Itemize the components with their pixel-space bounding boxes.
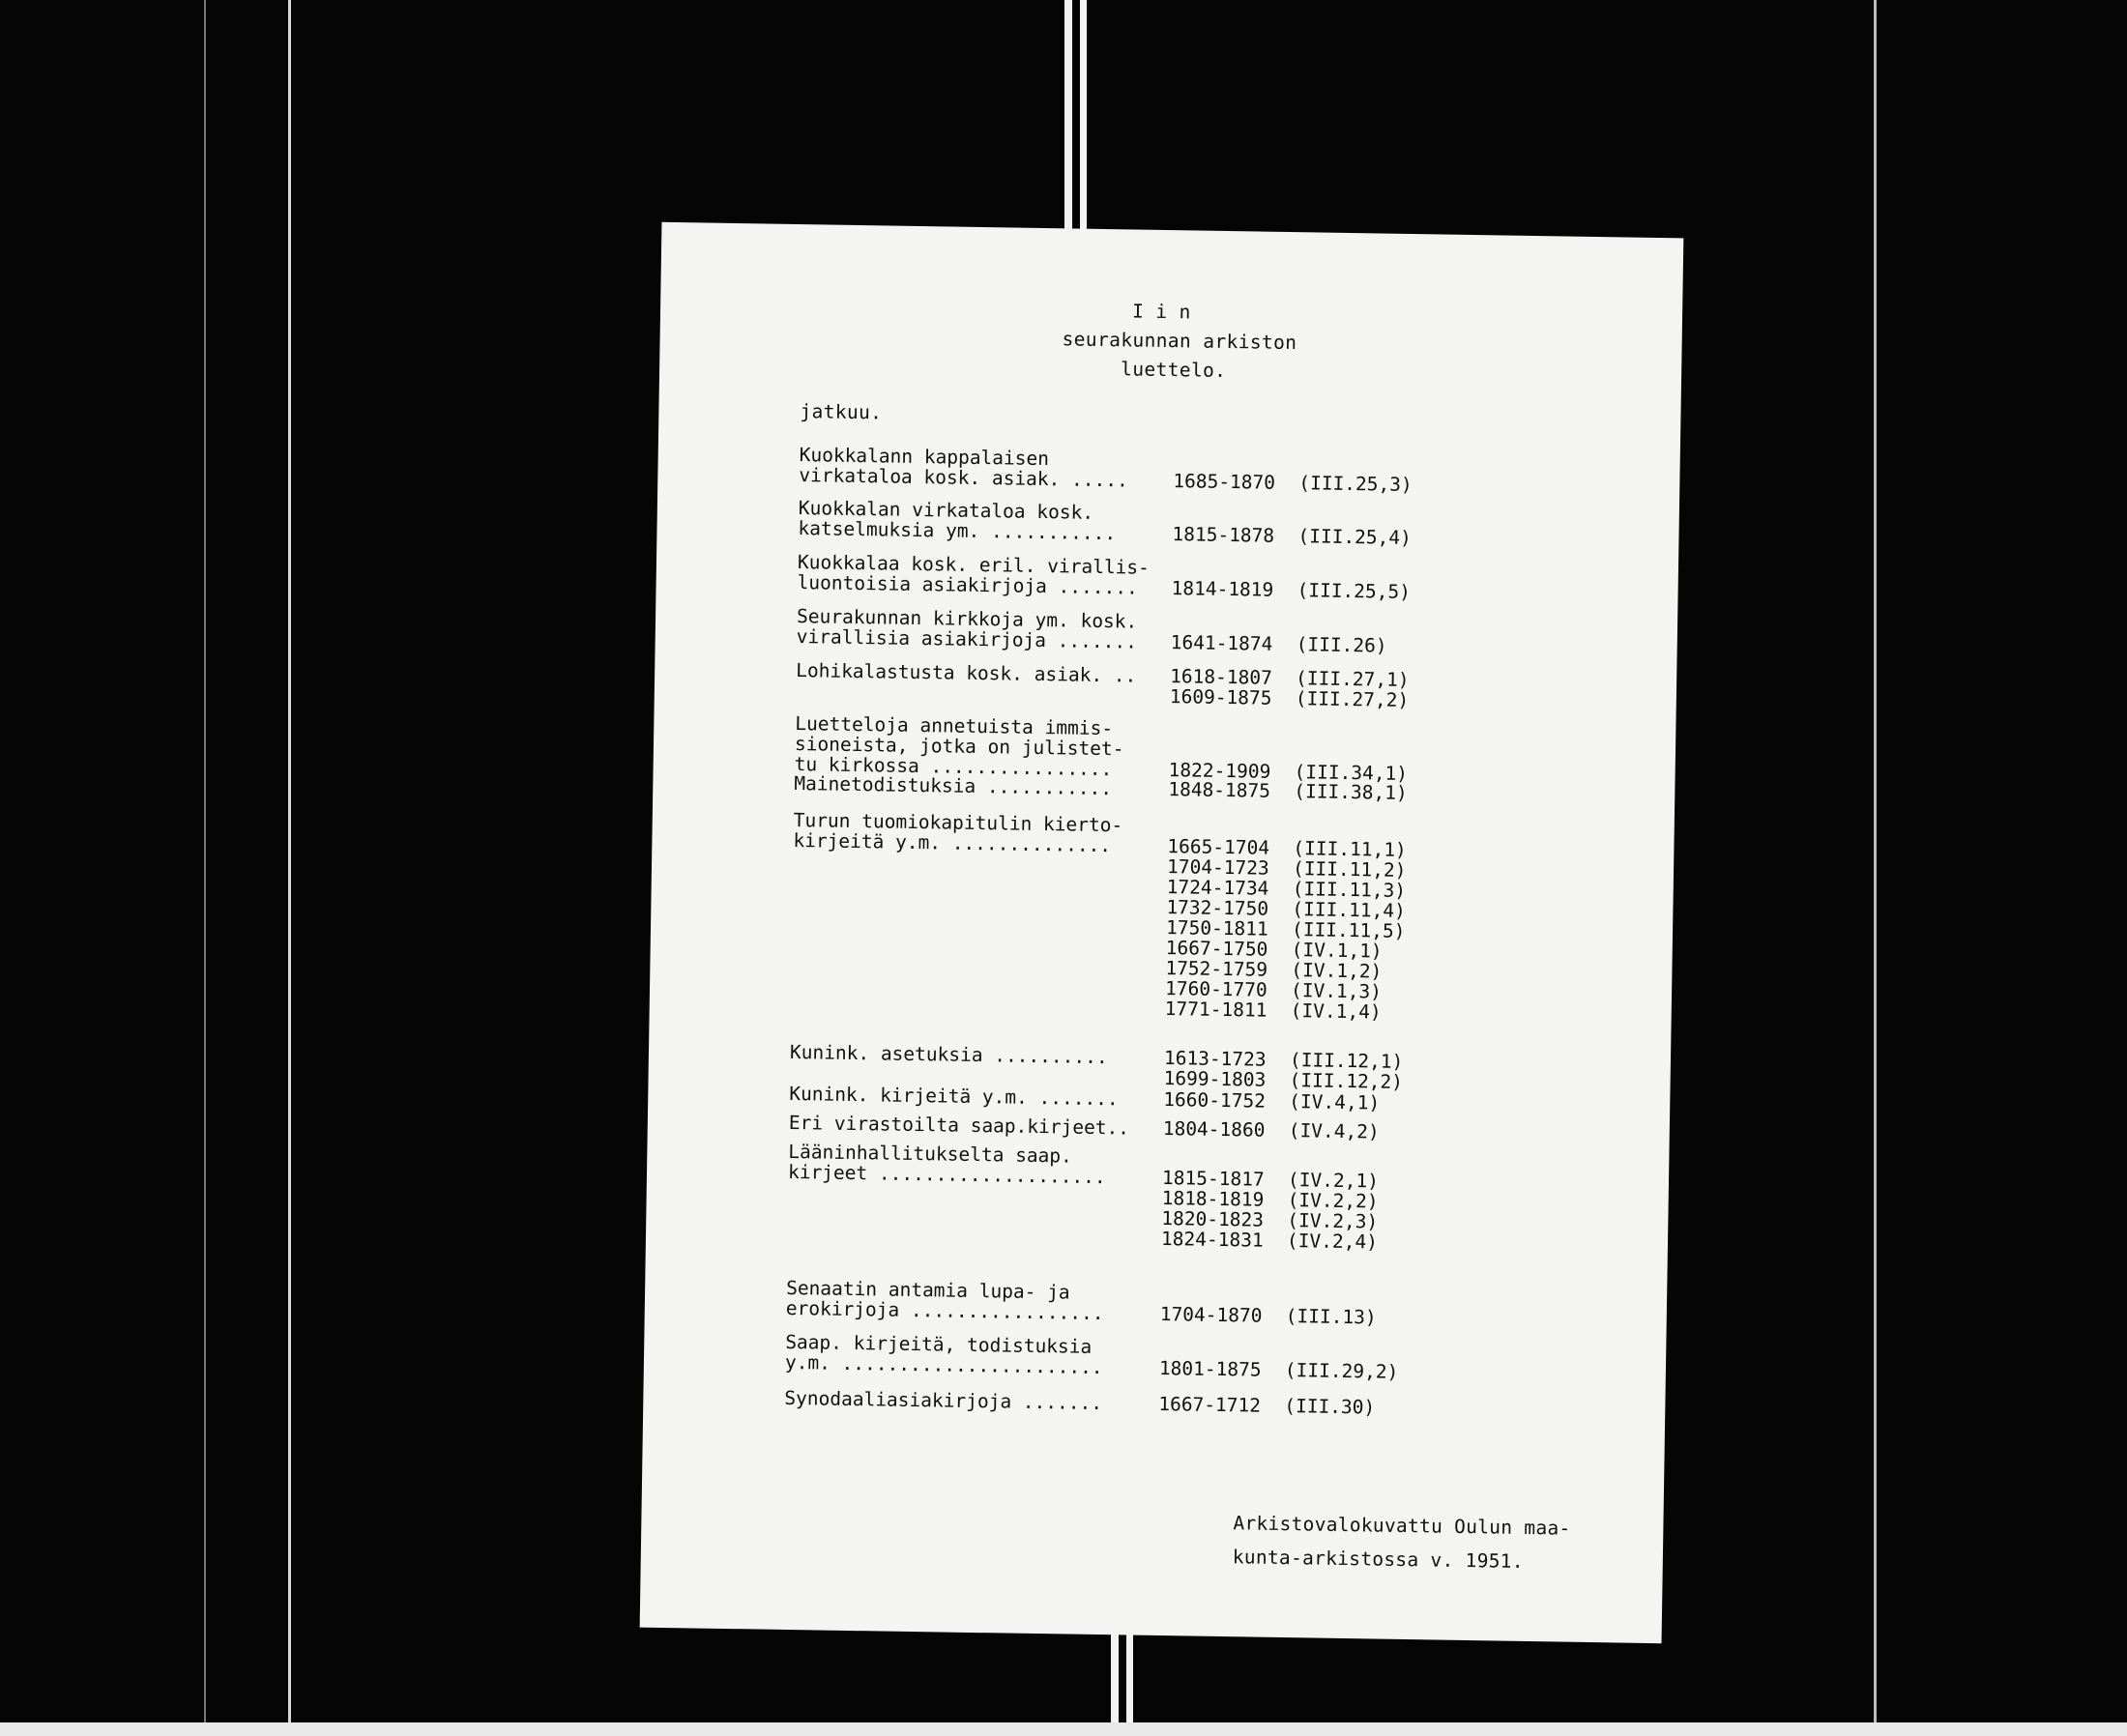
entry-archive-code: (III.27,2) bbox=[1295, 687, 1410, 711]
entry-date-range: 1804-1860 bbox=[1162, 1117, 1266, 1142]
entry-archive-code: (IV.1,3) bbox=[1290, 979, 1383, 1003]
entry-dates bbox=[1163, 1118, 1266, 1141]
entry-date-range: 1660-1752 bbox=[1163, 1088, 1267, 1113]
entry-date-range: 1824-1831 bbox=[1160, 1228, 1264, 1252]
entry-description: tu kirkossa ................ bbox=[794, 753, 1113, 781]
entry-description: Seurakunnan kirkkoja ym. kosk. bbox=[796, 605, 1138, 633]
entry-dates bbox=[1170, 666, 1272, 709]
list-item bbox=[797, 551, 1412, 603]
entry-dates bbox=[1165, 836, 1270, 1021]
entry-archive-code: (III.29,2) bbox=[1284, 1359, 1399, 1383]
entry-date-range: 1760-1770 bbox=[1164, 977, 1267, 1001]
entry-archive-code: (III.11,5) bbox=[1291, 918, 1406, 942]
entry-codes bbox=[1289, 1120, 1380, 1142]
entry-codes bbox=[1294, 781, 1408, 803]
entry-description: Luetteloja annetuista immis- bbox=[795, 712, 1114, 740]
entry-description: Lääninhallitukselta saap. bbox=[788, 1140, 1073, 1168]
list-item bbox=[798, 497, 1413, 550]
entry-date-range: 1609-1875 bbox=[1169, 685, 1272, 709]
entry-archive-code: (III.30) bbox=[1284, 1395, 1376, 1419]
entry-codes bbox=[1296, 668, 1410, 710]
entry-archive-code: (IV.4,2) bbox=[1288, 1119, 1380, 1143]
entry-codes bbox=[1286, 1306, 1377, 1327]
entry-date-range: 1667-1712 bbox=[1158, 1393, 1262, 1417]
entry-codes bbox=[1297, 580, 1411, 602]
entry-date-range: 1724-1734 bbox=[1166, 876, 1269, 900]
entry-date-range: 1815-1817 bbox=[1161, 1167, 1265, 1191]
entry-description: virallisia asiakirjoja ....... bbox=[796, 625, 1138, 653]
entry-description: Kuokkalann kappalaisen bbox=[799, 444, 1050, 471]
entry-description: y.m. ....................... bbox=[784, 1350, 1103, 1379]
film-scratch-line bbox=[288, 0, 291, 1736]
film-edge-band bbox=[0, 1722, 2127, 1736]
entry-dates bbox=[1159, 1358, 1262, 1380]
entry-archive-code: (III.34,1) bbox=[1294, 761, 1409, 785]
continued-label: jatkuu. bbox=[800, 400, 883, 424]
entry-date-range: 1685-1870 bbox=[1173, 470, 1276, 494]
entry-description: Kuokkalaa kosk. eril. virallis- bbox=[797, 551, 1151, 579]
entry-archive-code: (III.26) bbox=[1296, 633, 1387, 657]
entry-dates bbox=[1171, 578, 1273, 600]
entry-date-range: 1752-1759 bbox=[1165, 957, 1268, 981]
title-line-1: I i n bbox=[1131, 300, 1191, 324]
entry-date-range: 1613-1723 bbox=[1163, 1047, 1267, 1071]
list-item bbox=[789, 1082, 1381, 1114]
entry-description: luontoisia asiakirjoja ....... bbox=[797, 571, 1138, 599]
entry-date-range: 1641-1874 bbox=[1170, 631, 1273, 655]
film-guide-strip bbox=[1111, 1619, 1119, 1736]
entry-description: Saap. kirjeitä, todistuksia bbox=[785, 1330, 1093, 1358]
entry-codes bbox=[1297, 634, 1387, 655]
entry-dates bbox=[1160, 1304, 1263, 1326]
entry-description: Turun tuomiokapitulin kierto- bbox=[793, 809, 1123, 837]
entry-archive-code: (IV.1,1) bbox=[1291, 939, 1383, 963]
entry-archive-code: (IV.2,1) bbox=[1287, 1169, 1380, 1193]
entry-description: Senaatin antamia lupa- ja bbox=[785, 1276, 1070, 1304]
entry-codes bbox=[1285, 1360, 1399, 1382]
entry-archive-code: (IV.4,1) bbox=[1289, 1090, 1381, 1114]
list-item bbox=[799, 444, 1413, 497]
entry-codes bbox=[1284, 1396, 1375, 1417]
list-item bbox=[793, 809, 1407, 1024]
footer-line-1: Arkistovalokuvattu Oulun maa- bbox=[1233, 1512, 1571, 1540]
entry-archive-code: (III.12,2) bbox=[1289, 1069, 1404, 1093]
entry-date-range: 1815-1878 bbox=[1172, 523, 1275, 547]
entry-codes bbox=[1289, 1091, 1380, 1113]
film-guide-strip bbox=[1080, 0, 1087, 242]
film-guide-strip bbox=[1126, 1619, 1133, 1736]
list-item bbox=[788, 1111, 1380, 1143]
entry-date-range: 1699-1803 bbox=[1163, 1067, 1267, 1091]
entry-codes bbox=[1297, 526, 1412, 548]
entry-dates bbox=[1172, 524, 1274, 546]
entry-description: Kuokkalan virkataloa kosk. bbox=[798, 497, 1094, 524]
entry-archive-code: (IV.1,2) bbox=[1291, 959, 1383, 983]
entry-description: sioneista, jotka on julistet- bbox=[794, 733, 1124, 761]
entry-archive-code: (IV.1,4) bbox=[1290, 999, 1382, 1024]
entry-dates bbox=[1161, 1168, 1265, 1251]
entry-date-range: 1801-1875 bbox=[1158, 1357, 1262, 1381]
entry-archive-code: (IV.2,4) bbox=[1286, 1230, 1379, 1254]
entry-date-range: 1667-1750 bbox=[1165, 937, 1268, 961]
entry-date-range: 1750-1811 bbox=[1165, 916, 1268, 940]
entry-archive-code: (IV.2,2) bbox=[1287, 1189, 1379, 1213]
list-item bbox=[784, 1330, 1399, 1383]
list-item bbox=[787, 1140, 1380, 1254]
entry-description: katselmuksia ym. ........... bbox=[798, 517, 1117, 545]
entry-date-range: 1732-1750 bbox=[1166, 896, 1269, 920]
entry-archive-code: (III.25,4) bbox=[1297, 525, 1413, 550]
entry-dates bbox=[1163, 1048, 1266, 1090]
film-scratch-line bbox=[204, 0, 206, 1736]
film-guide-strip bbox=[1064, 0, 1072, 242]
entry-description: kirjeitä y.m. .............. bbox=[793, 829, 1112, 857]
entry-archive-code: (III.13) bbox=[1285, 1305, 1377, 1329]
title-line-2: seurakunnan arkiston bbox=[1062, 328, 1297, 355]
entry-dates bbox=[1171, 632, 1273, 654]
entry-description: virkataloa kosk. asiak. ..... bbox=[799, 464, 1128, 492]
entry-date-range: 1848-1875 bbox=[1168, 778, 1271, 802]
entry-archive-code: (III.11,4) bbox=[1292, 898, 1406, 922]
entry-date-range: 1822-1909 bbox=[1168, 759, 1271, 783]
entry-date-range: 1818-1819 bbox=[1161, 1187, 1265, 1211]
list-item bbox=[794, 712, 1409, 785]
entry-description: Lohikalastusta kosk. asiak. .. bbox=[796, 659, 1137, 687]
list-item bbox=[785, 1276, 1377, 1329]
film-scratch-line bbox=[1874, 0, 1877, 1736]
entry-archive-code: (III.38,1) bbox=[1294, 780, 1408, 804]
entry-archive-code: (III.11,1) bbox=[1293, 837, 1407, 861]
entry-description: kirjeet .................... bbox=[787, 1160, 1106, 1189]
entry-date-range: 1814-1819 bbox=[1171, 577, 1274, 601]
entry-dates bbox=[1158, 1394, 1261, 1416]
list-item bbox=[789, 1040, 1404, 1093]
entry-codes bbox=[1287, 1170, 1379, 1252]
footer-line-2: kunta-arkistossa v. 1951. bbox=[1232, 1546, 1525, 1573]
list-item bbox=[796, 605, 1387, 657]
entry-date-range: 1704-1723 bbox=[1166, 855, 1269, 880]
entry-archive-code: (III.27,1) bbox=[1295, 667, 1410, 691]
entry-archive-code: (III.11,2) bbox=[1292, 857, 1407, 882]
list-item bbox=[796, 659, 1410, 711]
entry-archive-code: (III.25,5) bbox=[1297, 579, 1412, 603]
archive-list-page bbox=[640, 222, 1684, 1643]
entry-date-range: 1665-1704 bbox=[1167, 835, 1270, 859]
entry-dates bbox=[1168, 779, 1270, 801]
title-line-3: luettelo. bbox=[1120, 358, 1227, 382]
list-item bbox=[784, 1386, 1376, 1419]
entry-dates bbox=[1173, 471, 1275, 493]
entry-description: Eri virastoilta saap.kirjeet.. bbox=[788, 1111, 1130, 1140]
entry-date-range: 1820-1823 bbox=[1161, 1207, 1265, 1231]
entry-archive-code: (IV.2,3) bbox=[1287, 1209, 1379, 1233]
entry-description: erokirjoja ................. bbox=[785, 1296, 1104, 1325]
entry-archive-code: (III.11,3) bbox=[1292, 878, 1407, 902]
entry-codes bbox=[1289, 1050, 1403, 1092]
entry-description: Kunink. kirjeitä y.m. ....... bbox=[789, 1082, 1119, 1111]
entry-codes bbox=[1298, 473, 1413, 495]
entry-date-range: 1704-1870 bbox=[1159, 1303, 1263, 1327]
entry-description: Kunink. asetuksia .......... bbox=[789, 1040, 1108, 1069]
entry-dates bbox=[1163, 1089, 1266, 1112]
entry-date-range: 1618-1807 bbox=[1169, 665, 1273, 689]
entry-codes bbox=[1291, 838, 1407, 1023]
entry-date-range: 1771-1811 bbox=[1164, 998, 1267, 1022]
entry-archive-code: (III.12,1) bbox=[1289, 1049, 1404, 1073]
entry-archive-code: (III.25,3) bbox=[1298, 472, 1413, 497]
entry-description: Mainetodistuksia ........... bbox=[794, 772, 1113, 800]
entry-description: Synodaaliasiakirjoja ....... bbox=[784, 1386, 1103, 1415]
